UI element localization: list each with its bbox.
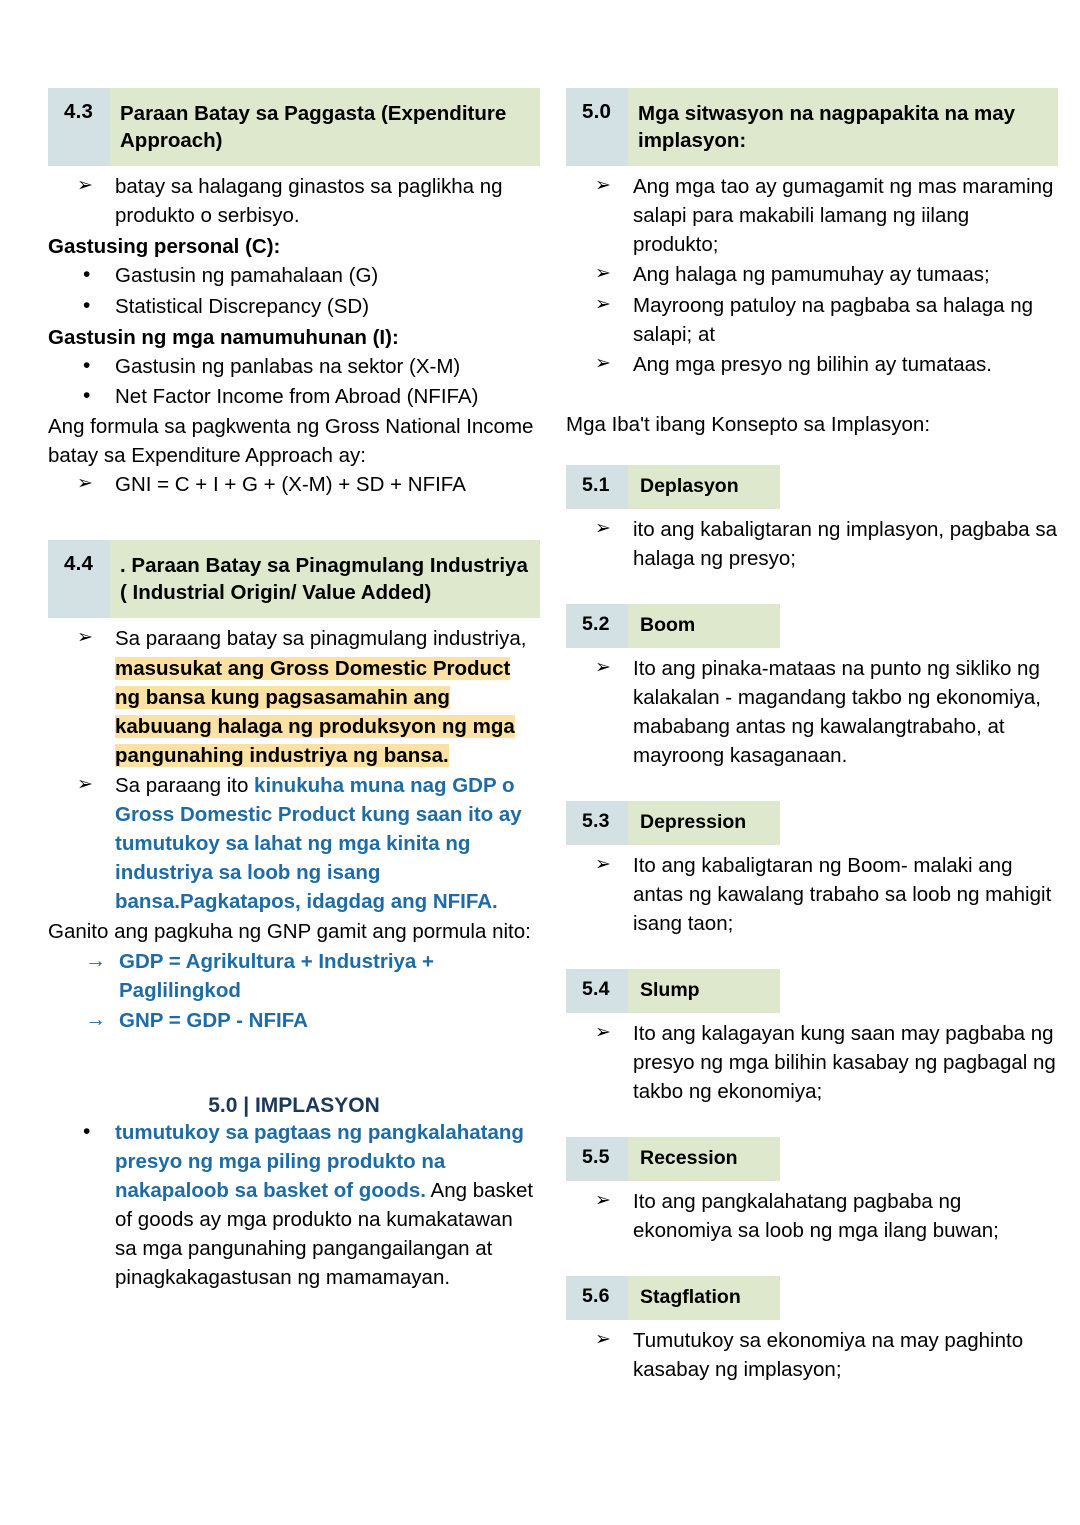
section-header-5-0 bbox=[566, 88, 1058, 166]
section-header-5-6 bbox=[566, 1276, 780, 1320]
section-header-5-3 bbox=[566, 801, 780, 845]
blue-text: tumutukoy sa pagtaas ng pangkalahatang presyo ng mga piling produkto na nakapaloob sa basket of goods. bbox=[115, 1120, 524, 1203]
plain-lead: Sa paraang ito bbox=[115, 773, 255, 797]
list-gastusing-personal bbox=[48, 261, 540, 320]
list-5-4 bbox=[566, 1019, 1058, 1106]
section-title: Slump bbox=[628, 969, 780, 1013]
spacer bbox=[566, 574, 1058, 604]
section-number: 5.5 bbox=[566, 1137, 628, 1181]
list-item bbox=[77, 624, 540, 770]
section-title: Stagflation bbox=[628, 1276, 780, 1320]
spacer bbox=[566, 1246, 1058, 1276]
highlighted-text: masusukat ang Gross Domestic Product ng bansa kung pagsasamahin ang kabuuang halaga ng produksyon ng mga pangunahing industriya ng bansa. bbox=[115, 656, 515, 767]
list-gastusin-namumuhunan bbox=[48, 352, 540, 411]
section-header-5-5 bbox=[566, 1137, 780, 1181]
spacer bbox=[566, 1107, 1058, 1137]
section-header-4-3 bbox=[48, 88, 540, 166]
list-4-3-intro bbox=[48, 172, 540, 230]
section-title: Depression bbox=[628, 801, 780, 845]
formula-gnp: → GNP = GDP - NFIFA bbox=[85, 1006, 540, 1035]
list-item: • Net Factor Income from Abroad (NFIFA) bbox=[77, 382, 540, 411]
section-header-4-4 bbox=[48, 540, 540, 618]
list-item: ➢ Tumutukoy sa ekonomiya na may paghinto kasabay ng implasyon; bbox=[595, 1326, 1058, 1384]
list-item: ➢ Ang mga presyo ng bilihin ay tumataas. bbox=[595, 350, 1058, 379]
list-item bbox=[77, 771, 540, 917]
section-number: 4.3 bbox=[48, 88, 110, 166]
section-title: Boom bbox=[628, 604, 780, 648]
section-number: 5.6 bbox=[566, 1276, 628, 1320]
spacer bbox=[566, 939, 1058, 969]
list-item: • Gastusin ng panlabas na sektor (X-M) bbox=[77, 352, 540, 381]
section-header-5-1 bbox=[566, 465, 780, 509]
spacer bbox=[48, 500, 540, 540]
left-column bbox=[48, 88, 540, 1294]
list-item bbox=[77, 1118, 540, 1293]
section-number: 5.3 bbox=[566, 801, 628, 845]
list-5-3 bbox=[566, 851, 1058, 938]
list-item: ➢ batay sa halagang ginastos sa paglikha ng produkto o serbisyo. bbox=[77, 172, 540, 230]
section-title: Recession bbox=[628, 1137, 780, 1181]
section-header-5-2 bbox=[566, 604, 780, 648]
right-column bbox=[566, 88, 1058, 1385]
implasyon-heading: 5.0 | IMPLASYON bbox=[208, 1093, 380, 1117]
spacer bbox=[566, 439, 1058, 465]
plain-text: Ang basket of goods ay mga produkto na kumakatawan sa mga pangunahing pangangailangan at pinagkakagastusan ng mamamayan. bbox=[115, 1179, 534, 1290]
blue-text: kinukuha muna nag GDP o Gross Domestic Product kung saan ito ay tumutukoy sa lahat ng mga kinita ng industriya sa loob ng isang bansa.Pagkatapos, idagdag ang NFIFA. bbox=[115, 773, 522, 914]
section-title: . Paraan Batay sa Pinagmulang Industriya ( Industrial Origin/ Value Added) bbox=[110, 540, 540, 618]
formula-gni: ➢ GNI = C + I + G + (X-M) + SD + NFIFA bbox=[77, 470, 540, 499]
section-number: 5.2 bbox=[566, 604, 628, 648]
list-5-0 bbox=[566, 172, 1058, 379]
plain-lead: Sa paraang batay sa pinagmulang industriya, bbox=[115, 627, 527, 651]
section-number: 5.4 bbox=[566, 969, 628, 1013]
section-number: 5.0 bbox=[566, 88, 628, 166]
spacer bbox=[48, 1036, 540, 1076]
list-item: • Statistical Discrepancy (SD) bbox=[77, 292, 540, 321]
list-5-5 bbox=[566, 1187, 1058, 1245]
list-item: ➢ Mayroong patuloy na pagbaba sa halaga ng salapi; at bbox=[595, 291, 1058, 349]
list-5-1 bbox=[566, 515, 1058, 573]
spacer bbox=[566, 380, 1058, 410]
section-header-5-4 bbox=[566, 969, 780, 1013]
spacer bbox=[566, 771, 1058, 801]
list-item: ➢ Ang mga tao ay gumagamit ng mas maraming salapi para makabili lamang ng iilang produkto; bbox=[595, 172, 1058, 259]
section-title: Mga sitwasyon na nagpapakita na may implasyon: bbox=[628, 88, 1058, 166]
list-5-6 bbox=[566, 1326, 1058, 1384]
list-item: ➢ Ang halaga ng pamumuhay ay tumaas; bbox=[595, 260, 1058, 289]
section-title: Paraan Batay sa Paggasta (Expenditure Approach) bbox=[110, 88, 540, 166]
list-4-4 bbox=[48, 624, 540, 916]
list-item: ➢ ito ang kabaligtaran ng implasyon, pagbaba sa halaga ng presyo; bbox=[595, 515, 1058, 573]
spacer bbox=[48, 1076, 540, 1094]
list-item: ➢ Ito ang kabaligtaran ng Boom- malaki ang antas ng kawalang trabaho sa loob ng mahigit isang taon; bbox=[595, 851, 1058, 938]
subhead-gastusing-personal: Gastusing personal (C): bbox=[48, 235, 281, 259]
list-item: ➢ Ito ang pangkalahatang pagbaba ng ekonomiya sa loob ng mga ilang buwan; bbox=[595, 1187, 1058, 1245]
concepts-intro-text: Mga Iba't ibang Konsepto sa Implasyon: bbox=[566, 412, 931, 436]
list-5-2 bbox=[566, 654, 1058, 770]
list-gdp-gnp-formulas bbox=[48, 947, 540, 1035]
section-title: Deplasyon bbox=[628, 465, 780, 509]
section-number: 5.1 bbox=[566, 465, 628, 509]
list-item: ➢ Ito ang kalagayan kung saan may pagbaba ng presyo ng mga bilihin kasabay ng pagbagal ng takbo ng ekonomiya; bbox=[595, 1019, 1058, 1106]
formula-intro-text: Ang formula sa pagkwenta ng Gross National Income batay sa Expenditure Approach ay: bbox=[48, 414, 534, 468]
list-item: • Gastusin ng pamahalaan (G) bbox=[77, 261, 540, 290]
gnp-intro-text: Ganito ang pagkuha ng GNP gamit ang pormula nito: bbox=[48, 920, 531, 944]
list-gni-formula bbox=[48, 470, 540, 499]
section-number: 4.4 bbox=[48, 540, 110, 618]
subhead-gastusin-namumuhunan: Gastusin ng mga namumuhunan (I): bbox=[48, 325, 399, 349]
formula-gdp: → GDP = Agrikultura + Industriya + Paglilingkod bbox=[85, 947, 540, 1005]
list-implasyon-definition bbox=[48, 1118, 540, 1293]
list-item: ➢ Ito ang pinaka-mataas na punto ng sikliko ng kalakalan - magandang takbo ng ekonomiya, mababang antas ng kawalangtrabaho, at mayroong kasaganaan. bbox=[595, 654, 1058, 770]
